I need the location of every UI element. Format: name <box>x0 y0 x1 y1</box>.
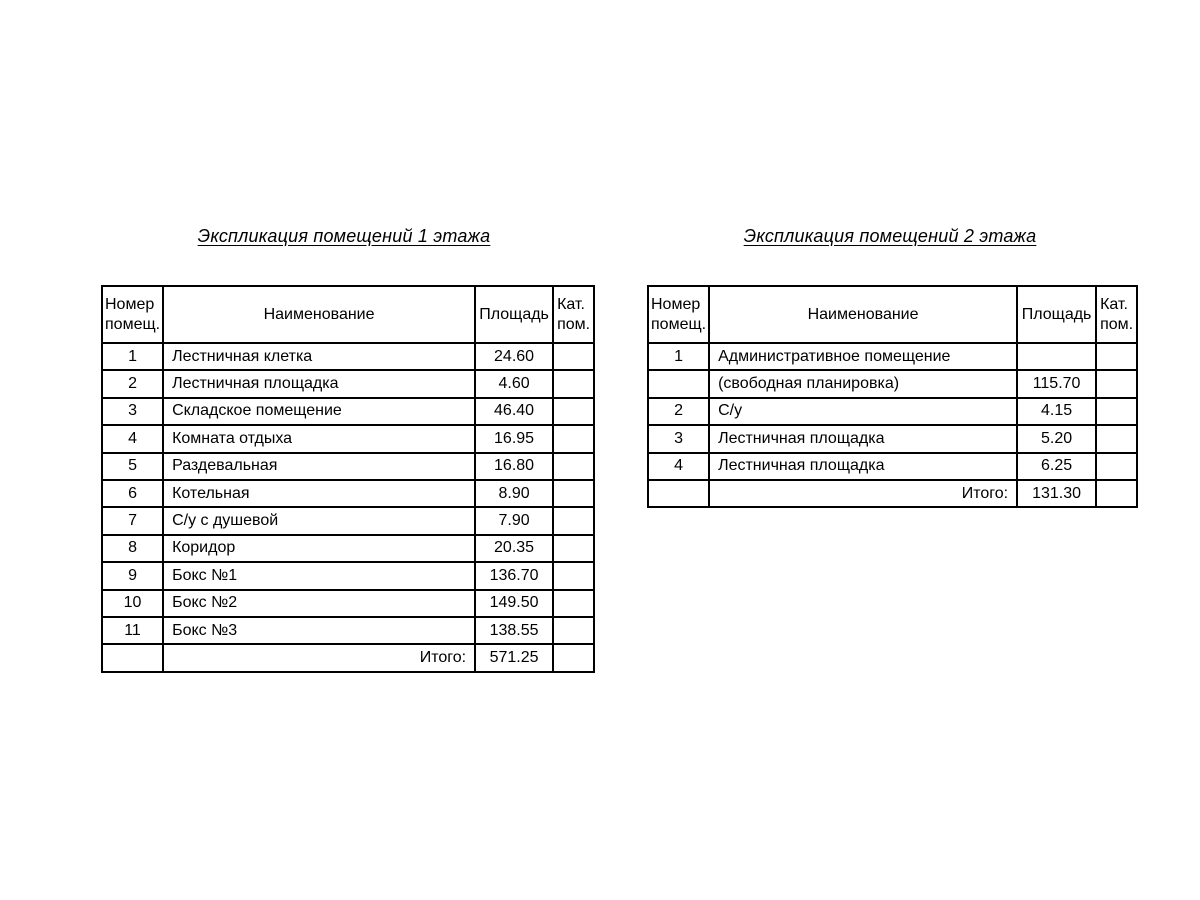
cell-name: Комната отдыха <box>163 425 475 452</box>
column-header-area: Площадь <box>475 286 553 343</box>
cell-room-number: 4 <box>648 453 709 480</box>
table-row <box>102 535 594 562</box>
cell-room-number <box>102 644 163 671</box>
total-label: Итого: <box>709 480 1017 507</box>
cell-area: 149.50 <box>475 590 553 617</box>
table-row <box>102 370 594 397</box>
cell-area: 5.20 <box>1017 425 1096 452</box>
floor2-explication-table <box>647 285 1138 508</box>
cell-category <box>553 535 594 562</box>
cell-room-number: 5 <box>102 453 163 480</box>
cell-category <box>553 453 594 480</box>
cell-category <box>553 644 594 671</box>
table-row <box>648 370 1137 397</box>
cell-area: 24.60 <box>475 343 553 370</box>
floor1-explication-table <box>101 285 595 673</box>
cell-room-number: 7 <box>102 507 163 534</box>
column-header-area: Площадь <box>1017 286 1096 343</box>
cell-name: Лестничная клетка <box>163 343 475 370</box>
cell-room-number: 2 <box>648 398 709 425</box>
table-row <box>648 425 1137 452</box>
cell-area: 4.15 <box>1017 398 1096 425</box>
cell-name: Бокс №3 <box>163 617 475 644</box>
table-row <box>648 343 1137 370</box>
floor1-title: Экспликация помещений 1 этажа <box>197 226 491 246</box>
cell-category <box>553 480 594 507</box>
cell-room-number: 4 <box>102 425 163 452</box>
table-row <box>648 398 1137 425</box>
column-header-room-number: Номер помещ. <box>648 286 709 343</box>
cell-area: 6.25 <box>1017 453 1096 480</box>
cell-area: 115.70 <box>1017 370 1096 397</box>
cell-name: Бокс №2 <box>163 590 475 617</box>
cell-name: Лестничная площадка <box>709 425 1017 452</box>
cell-area: 16.80 <box>475 453 553 480</box>
table-row <box>102 590 594 617</box>
cell-name: С/у <box>709 398 1017 425</box>
total-area-value: 131.30 <box>1017 480 1096 507</box>
cell-category <box>553 398 594 425</box>
total-row <box>102 644 594 671</box>
cell-name: Складское помещение <box>163 398 475 425</box>
column-header-category: Кат. пом. <box>1096 286 1137 343</box>
total-area-value: 571.25 <box>475 644 553 671</box>
table-row <box>102 398 594 425</box>
table-row <box>102 425 594 452</box>
cell-room-number: 1 <box>102 343 163 370</box>
cell-room-number <box>648 370 709 397</box>
cell-category <box>1096 425 1137 452</box>
header-row <box>102 286 594 343</box>
cell-name: Котельная <box>163 480 475 507</box>
cell-room-number: 6 <box>102 480 163 507</box>
cell-category <box>1096 453 1137 480</box>
cell-room-number <box>648 480 709 507</box>
cell-room-number: 9 <box>102 562 163 589</box>
cell-room-number: 11 <box>102 617 163 644</box>
cell-category <box>553 370 594 397</box>
cell-name: (свободная планировка) <box>709 370 1017 397</box>
table-row <box>102 343 594 370</box>
cell-name: Административное помещение <box>709 343 1017 370</box>
total-label: Итого: <box>163 644 475 671</box>
table-row <box>102 480 594 507</box>
cell-area: 136.70 <box>475 562 553 589</box>
cell-category <box>1096 370 1137 397</box>
cell-room-number: 1 <box>648 343 709 370</box>
cell-name: Лестничная площадка <box>709 453 1017 480</box>
cell-name: Лестничная площадка <box>163 370 475 397</box>
cell-area: 8.90 <box>475 480 553 507</box>
cell-room-number: 3 <box>648 425 709 452</box>
cell-room-number: 2 <box>102 370 163 397</box>
table-row <box>648 453 1137 480</box>
table-row <box>102 453 594 480</box>
floor2-title: Экспликация помещений 2 этажа <box>743 226 1037 246</box>
cell-category <box>1096 343 1137 370</box>
table-row <box>102 507 594 534</box>
cell-room-number: 8 <box>102 535 163 562</box>
cell-name: С/у с душевой <box>163 507 475 534</box>
cell-area: 138.55 <box>475 617 553 644</box>
table-row <box>102 617 594 644</box>
column-header-room-number: Номер помещ. <box>102 286 163 343</box>
cell-area: 7.90 <box>475 507 553 534</box>
cell-room-number: 10 <box>102 590 163 617</box>
cell-category <box>553 425 594 452</box>
cell-name: Раздевальная <box>163 453 475 480</box>
total-row <box>648 480 1137 507</box>
cell-category <box>553 343 594 370</box>
cell-category <box>1096 398 1137 425</box>
cell-category <box>553 590 594 617</box>
cell-area: 16.95 <box>475 425 553 452</box>
cell-area <box>1017 343 1096 370</box>
column-header-name: Наименование <box>709 286 1017 343</box>
cell-name: Бокс №1 <box>163 562 475 589</box>
cell-area: 20.35 <box>475 535 553 562</box>
cell-category <box>553 507 594 534</box>
cell-category <box>553 617 594 644</box>
cell-name: Коридор <box>163 535 475 562</box>
cell-area: 46.40 <box>475 398 553 425</box>
table-row <box>102 562 594 589</box>
cell-room-number: 3 <box>102 398 163 425</box>
header-row <box>648 286 1137 343</box>
column-header-category: Кат. пом. <box>553 286 594 343</box>
cell-category <box>553 562 594 589</box>
cell-area: 4.60 <box>475 370 553 397</box>
cell-category <box>1096 480 1137 507</box>
column-header-name: Наименование <box>163 286 475 343</box>
